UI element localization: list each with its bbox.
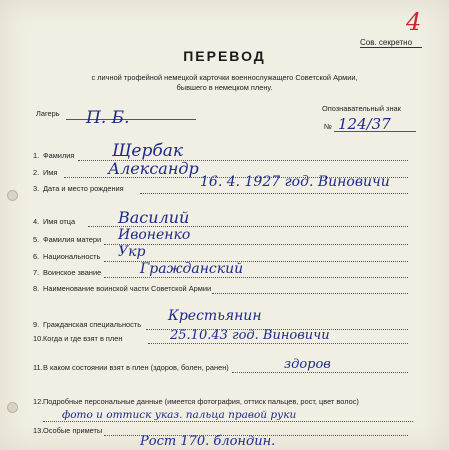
field-label: Особые приметы: [43, 426, 103, 435]
field-birth: [0, 174, 449, 198]
field-label: Фамилия матери: [43, 235, 102, 244]
page-number: 4: [406, 8, 422, 36]
field-value: 16. 4. 1927 год. Виновичи: [200, 174, 390, 190]
field-number: 8.: [33, 284, 40, 293]
field-label: Гражданская специальность: [43, 320, 142, 329]
field-line: [140, 193, 408, 194]
field-number: 10.: [33, 334, 44, 343]
field-number: 9.: [33, 320, 40, 329]
field-condition: [0, 357, 449, 377]
field-line: [232, 372, 408, 373]
field-value: здоров: [284, 357, 331, 372]
camp-label: Лагерь: [36, 109, 60, 118]
field-value: Крестьянин: [168, 308, 262, 324]
subtitle-line-1: с личной трофейной немецкой карточки военнослужащего Советской Армии,: [91, 73, 358, 82]
field-number: 6.: [33, 252, 40, 261]
field-line: [104, 277, 408, 278]
field-number: 7.: [33, 268, 40, 277]
field-father-name: [0, 208, 449, 231]
field-value: Ивоненко: [118, 227, 191, 243]
field-number: 5.: [33, 235, 40, 244]
field-line: [148, 343, 408, 344]
field-label: Наименование воинской части Советской Армии: [43, 284, 212, 293]
field-number: 11.: [33, 363, 43, 372]
field-label: В каком состоянии взят в плен (здоров, болен, ранен): [43, 363, 229, 372]
field-special-marks: [0, 426, 449, 449]
field-value: Александр: [108, 159, 199, 178]
field-value: Гражданский: [140, 261, 244, 277]
field-military-unit: [0, 284, 449, 298]
field-line: [104, 244, 408, 245]
field-label: Фамилия: [43, 151, 75, 160]
field-label: Национальность: [43, 252, 101, 261]
field-value: Рост 170. блондин.: [140, 434, 276, 449]
field-personal-details: [0, 397, 449, 421]
classification-stamp: Сов. секретно: [360, 38, 413, 47]
field-value: фото и оттиск указ. пальца правой руки: [62, 409, 297, 421]
field-line: [212, 293, 408, 294]
subtitle-line-2: бывшего в немецком плену.: [176, 83, 273, 92]
id-number-value: 124/37: [338, 115, 391, 133]
field-number: 3.: [33, 184, 40, 193]
id-mark-label: Опознавательный знак: [322, 104, 401, 113]
field-surname: [0, 141, 449, 165]
field-number: 12.: [33, 397, 44, 406]
field-value: Щербак: [112, 141, 184, 161]
camp-value: П. Б.: [86, 108, 130, 128]
field-number: 1.: [33, 151, 40, 160]
field-mother-surname: [0, 227, 449, 249]
field-value: 25.10.43 год. Виновичи: [170, 328, 330, 343]
field-number: 2.: [33, 168, 40, 177]
field-number: 4.: [33, 217, 40, 226]
field-label: Имя отца: [43, 217, 76, 226]
field-label: Имя: [43, 168, 58, 177]
document-subtitle: [40, 73, 409, 93]
field-value: Василий: [118, 208, 190, 227]
field-label: Дата и место рождения: [43, 184, 124, 193]
field-value: Укр: [118, 244, 146, 260]
field-label: Когда и где взят в плен: [43, 334, 123, 343]
field-number: 13.: [33, 426, 44, 435]
field-label: Подробные персональные данные (имеется фотография, оттиск пальцев, рост, цвет волос): [43, 397, 359, 406]
field-label: Воинское звание: [43, 268, 102, 277]
id-number-label: №: [324, 122, 332, 131]
field-rank: [0, 261, 449, 282]
field-capture: [0, 328, 449, 348]
field-line: [43, 421, 413, 422]
document-title: ПЕРЕВОД: [183, 48, 266, 64]
